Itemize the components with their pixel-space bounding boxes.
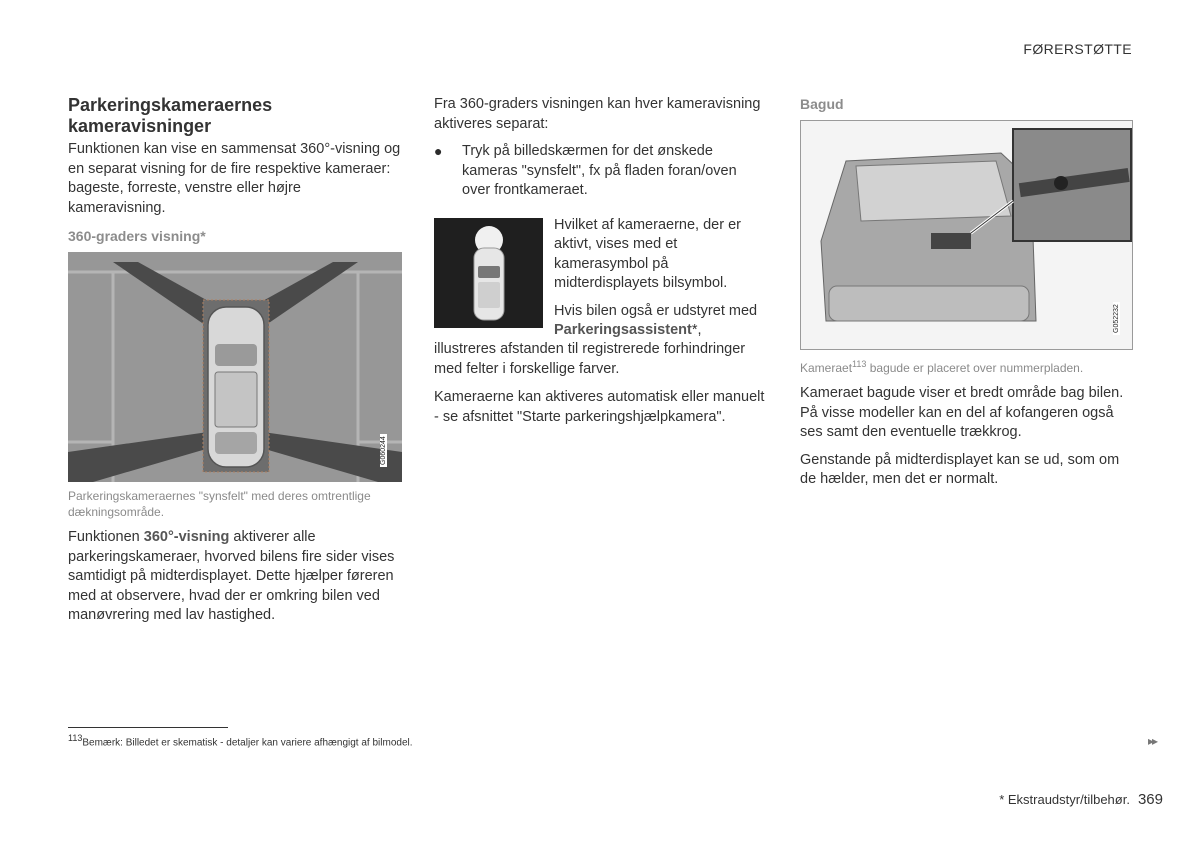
intro-paragraph-2: Fra 360-graders visningen kan hver kameravisning aktiveres separat: [434,96,761,132]
bullet-item [434,142,766,201]
page-heading: Parkeringskameraernes kameravisninger [68,95,273,136]
footnote: $^{113}$Bemærk: Billedet er skematisk - detaljer kan variere afhængigt af bilmodel. [68,733,413,749]
next-page-arrows-icon[interactable]: ▸▸ [1148,734,1157,748]
tilt-note-paragraph: Genstande på midterdisplayet kan se ud, som om de hælder, men det er normalt. [800,451,1120,487]
assist-intro: Hvis bilen også er udstyret med [554,302,758,319]
rear-car-illustration [801,121,1132,349]
camera-icon-text: Hvilket af kameraerne, der er aktivt, vises med et kamerasymbol på midterdisplayets bilsymbol. [554,216,741,291]
paragraph-360-function: Funktionen 360°-visning aktiverer alle parkeringskameraer, hvorved bilens fire sider vises samtidigt på midterdisplayet. Dette hjælper føreren med at observere, hvad der er omkring bilen ved manøvrering med lav hastighed. [68,529,395,623]
car-camera-symbol-icon [434,218,543,328]
footnote-divider [68,727,228,728]
camera-symbol-figure [434,218,543,328]
bullet-dot: ● [434,143,443,159]
subheading-360: 360-graders visning* [68,228,206,244]
bullet-text: Tryk på billedskærmen for det ønskede kameras "synsfelt", fx på fladen foran/oven over frontkameraet. [462,143,737,198]
figure-code: G060244 [380,436,387,465]
rear-camera-paragraph: Kameraet bagude viser et bredt område bag bilen. På visse modeller kan en del af kofangeren også ses samt den eventuelle trækkrog. [800,385,1124,440]
page-number: 369 [1137,791,1163,808]
figure-code: G052232 [1113,304,1120,333]
footer-note: * Ekstraudstyr/tilbehør. [999,792,1130,807]
assist-paragraph: Parkeringsassistent*, illustreres afstanden til registrerede forhindringer med felter i forskellige farver. [434,321,746,377]
camera-icon-block [434,216,766,329]
figure-rear-camera [800,120,1133,350]
figure-caption: Parkeringskameraernes "synsfelt" med deres omtrentlige dækningsområde. [68,489,371,519]
column-right [800,95,1134,490]
page-footer [999,791,1163,808]
bold-term-assist: Parkeringsassistent [554,321,692,338]
section-title: FØRERSTØTTE [1023,41,1132,57]
column-middle [434,95,766,427]
column-left [68,95,402,626]
footnote-ref: 113 [852,359,867,369]
subheading-rear: Bagud [800,96,844,112]
top-view-car-illustration [68,252,402,482]
bold-term-360: 360°-visning [143,529,230,545]
intro-paragraph: Funktionen kan vise en sammensat 360°-visning og en separat visning for de fire respektive kameraer: bageste, forreste, venstre eller højre kameravisning. [68,141,401,216]
figure-caption: Kameraet$^{113}$ bagude er placeret over nummerpladen. [800,359,1084,375]
figure-360-view [68,252,402,482]
auto-activation-paragraph: Kameraerne kan aktiveres automatisk eller manuelt - se afsnittet "Starte parkeringshjælpkamera". [434,389,765,425]
